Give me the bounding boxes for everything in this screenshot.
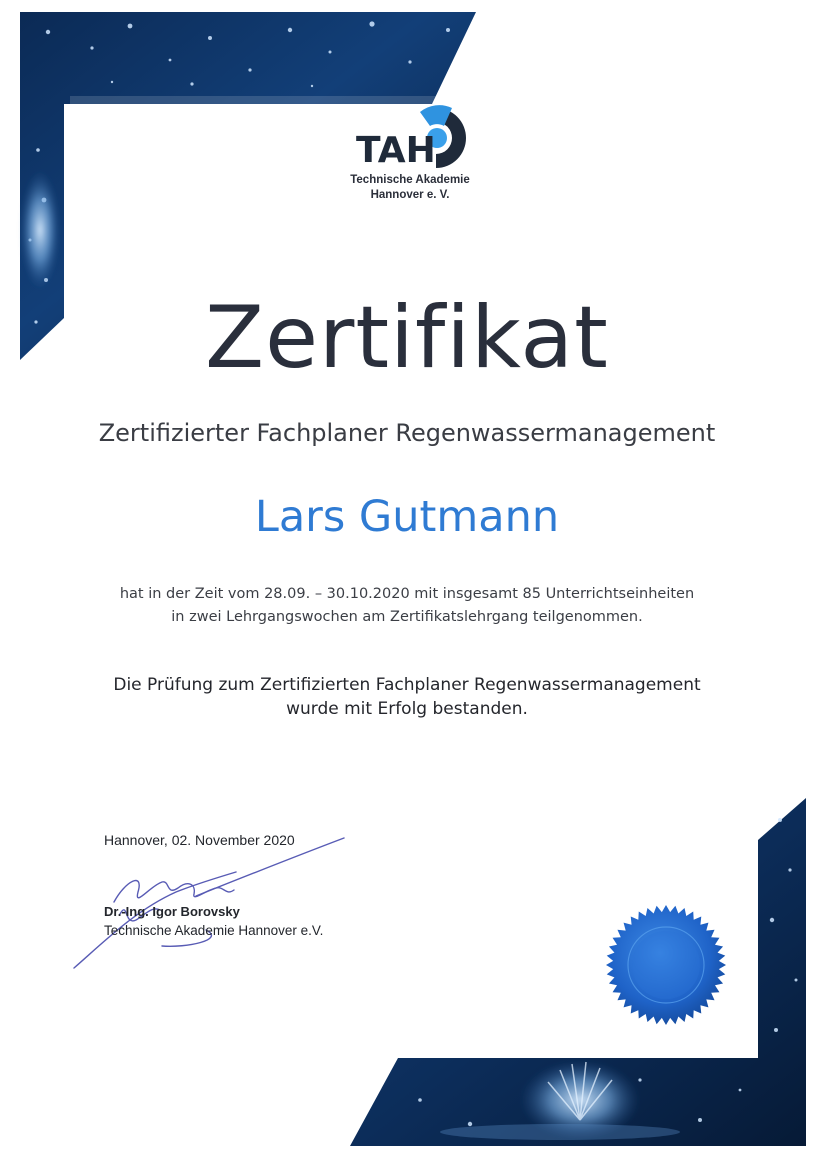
recipient-name: Lars Gutmann <box>254 492 560 542</box>
svg-text:TAH: TAH <box>356 130 436 171</box>
signer-name: Dr.-Ing. Igor Borovsky <box>104 904 240 919</box>
exam-result-line1: Die Prüfung zum Zertifizierten Fachplaner Regenwassermanagement <box>113 675 701 695</box>
signer-organization: Technische Akademie Hannover e.V. <box>104 923 324 938</box>
course-details-line1: hat in der Zeit vom 28.09. – 30.10.2020 mit insgesamt 85 Unterrichtseinheiten <box>119 586 695 602</box>
course-details-line2: in zwei Lehrgangswochen am Zertifikatslehrgang teilgenommen. <box>171 609 643 625</box>
handwritten-signature-icon <box>66 830 356 975</box>
certificate-subtitle: Zertifizierter Fachplaner Regenwassermanagement <box>98 419 716 447</box>
exam-result-line2: wurde mit Erfolg bestanden. <box>286 699 528 719</box>
place-and-date: Hannover, 02. November 2020 <box>104 832 295 848</box>
rosette-seal-icon <box>604 903 728 1027</box>
logo-org-line2: Hannover e. V. <box>370 189 450 201</box>
logo-org-line1: Technische Akademie <box>350 174 470 186</box>
certificate-title: Zertifikat <box>205 288 609 388</box>
